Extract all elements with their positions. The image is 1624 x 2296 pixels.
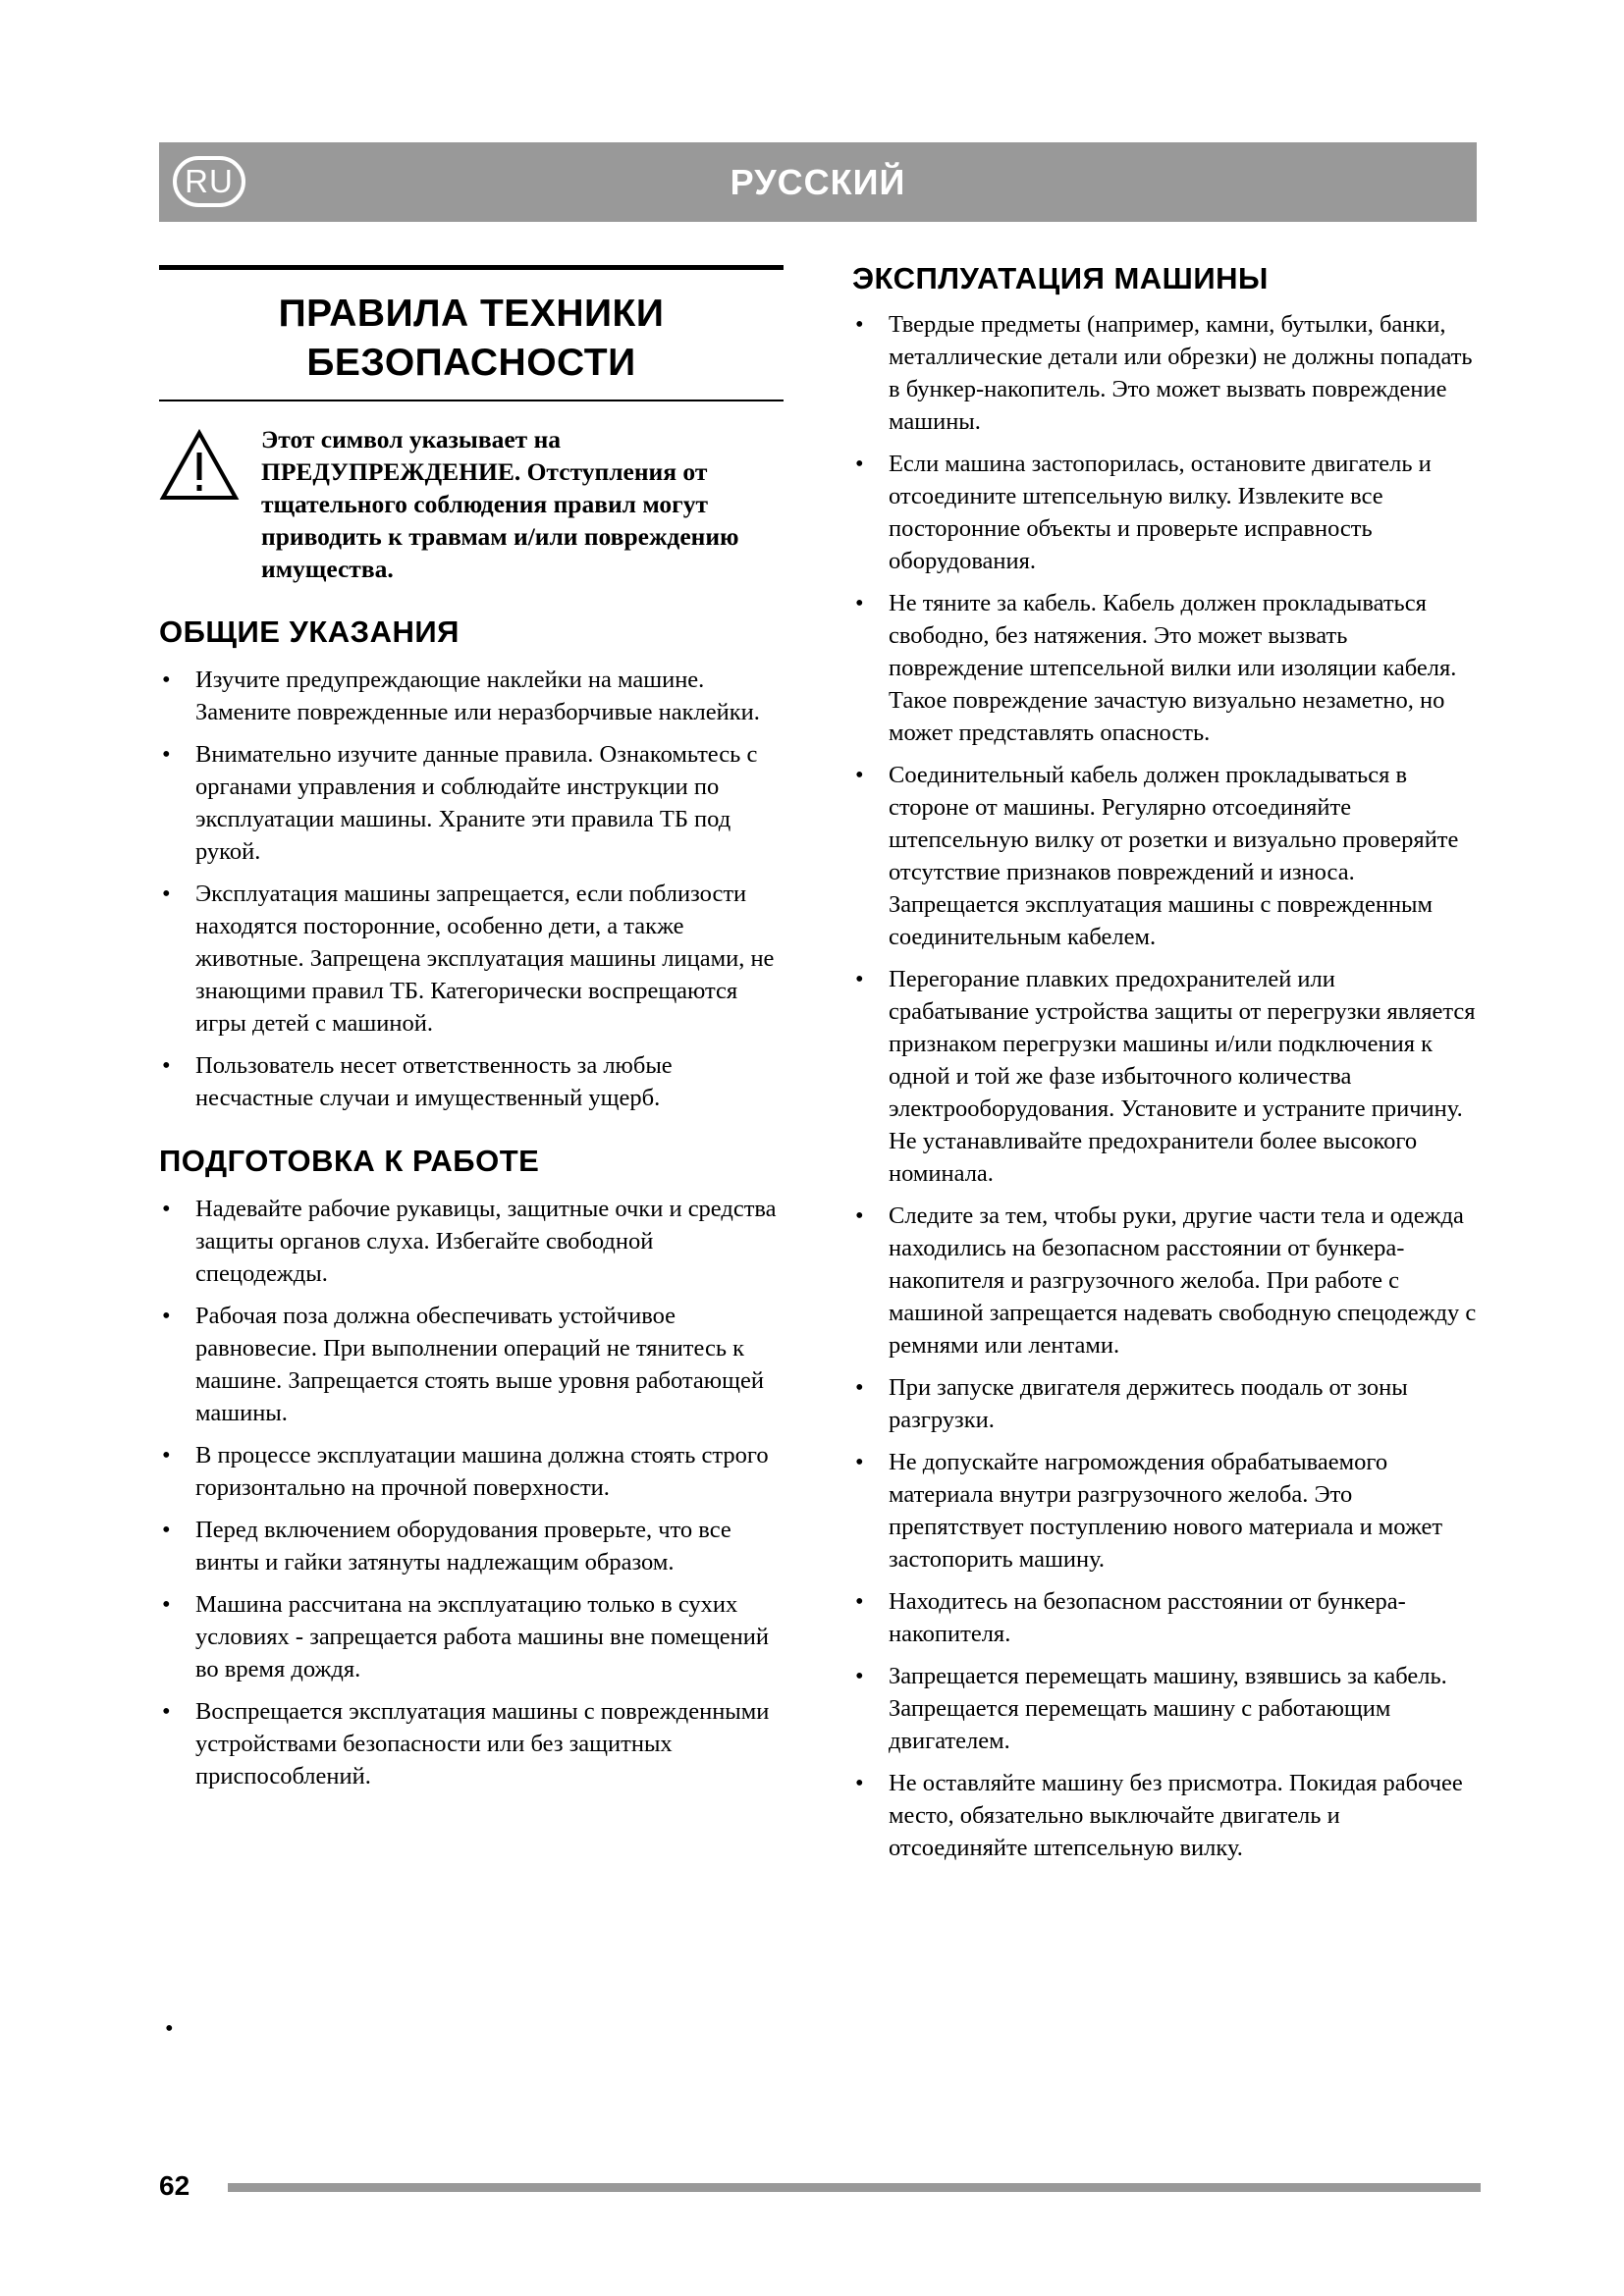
list-item: • Находитесь на безопасном расстоянии от бункера-накопителя. (852, 1585, 1477, 1650)
list-item: • В процессе эксплуатации машина должна стоять строго горизонтально на прочной поверхности. (159, 1439, 784, 1504)
page-number: 62 (159, 2170, 190, 2201)
list-item: • Воспрещается эксплуатация машины с поврежденными устройствами безопасности или без защитных приспособлений. (159, 1695, 784, 1792)
general-heading: ОБЩИЕ УКАЗАНИЯ (159, 614, 460, 649)
list-item: • Эксплуатация машины запрещается, если поблизости находятся посторонние, особенно дети, а также животные. Запрещена эксплуатация машины лицами, не знающими правил ТБ. Категорически воспрещаются игры детей с машиной. (159, 878, 784, 1040)
left-column (159, 265, 784, 1802)
list-item: • Не тяните за кабель. Кабель должен прокладываться свободно, без натяжения. Это может вызвать повреждение штепсельной вилки или изоляции кабеля. Такое повреждение зачастую визуально незаметно, но может представлять опасность. (852, 587, 1477, 749)
warning-notice (159, 423, 784, 585)
general-list (159, 664, 784, 1114)
safety-rules-title-line1: ПРАВИЛА ТЕХНИКИ (278, 293, 665, 335)
list-item: • Машина рассчитана на эксплуатацию только в сухих условиях - запрещается работа машины вне помещений во время дождя. (159, 1588, 784, 1685)
list-item: • Надевайте рабочие рукавицы, защитные очки и средства защиты органов слуха. Избегайте свободной спецодежды. (159, 1193, 784, 1290)
list-item: • Пользователь несет ответственность за любые несчастные случаи и имущественный ущерб. (159, 1049, 784, 1114)
safety-rules-title (159, 270, 784, 400)
trailing-bullet: • (165, 2015, 174, 2042)
right-column (852, 261, 1477, 1874)
safety-rules-title-line2: БЕЗОПАСНОСТИ (306, 342, 636, 384)
list-item: • Перед включением оборудования проверьте, что все винты и гайки затянуты надлежащим образом. (159, 1514, 784, 1578)
language-title: РУССКИЙ (730, 162, 906, 202)
list-item: • Соединительный кабель должен прокладываться в стороне от машины. Регулярно отсоединяйте штепсельную вилку от розетки и визуально проверяйте отсутствие признаков повреждений и износа. Запрещается эксплуатация машины с поврежденным соединительным кабелем. (852, 759, 1477, 953)
list-item: • Не оставляйте машину без присмотра. Покидая рабочее место, обязательно выключайте двигатель и отсоединяйте штепсельную вилку. (852, 1767, 1477, 1864)
language-header-bar (159, 142, 1477, 222)
list-item: • При запуске двигателя держитесь поодаль от зоны разгрузки. (852, 1371, 1477, 1436)
list-item: • Если машина застопорилась, остановите двигатель и отсоедините штепсельную вилку. Извлеките все посторонние объекты и проверьте исправность оборудования. (852, 448, 1477, 577)
list-item: • Внимательно изучите данные правила. Ознакомьтесь с органами управления и соблюдайте инструкции по эксплуатации машины. Храните эти правила ТБ под рукой. (159, 738, 784, 868)
warning-triangle-icon (159, 423, 247, 507)
operation-list (852, 308, 1477, 1864)
list-item: • Твердые предметы (например, камни, бутылки, банки, металлические детали или обрезки) не должны попадать в бункер-накопитель. Это может вызвать повреждение машины. (852, 308, 1477, 438)
footer-rule (228, 2183, 1481, 2192)
preparation-list (159, 1193, 784, 1792)
list-item: • Рабочая поза должна обеспечивать устойчивое равновесие. При выполнении операций не тянитесь к машине. Запрещается стоять выше уровня работающей машины. (159, 1300, 784, 1429)
list-item: • Не допускайте нагромождения обрабатываемого материала внутри разгрузочного желоба. Это препятствует поступлению нового материала и может застопорить машину. (852, 1446, 1477, 1575)
list-item: • Запрещается перемещать машину, взявшись за кабель. Запрещается перемещать машину с работающим двигателем. (852, 1660, 1477, 1757)
list-item: • Изучите предупреждающие наклейки на машине. Замените поврежденные или неразборчивые наклейки. (159, 664, 784, 728)
list-item: • Следите за тем, чтобы руки, другие части тела и одежда находились на безопасном расстоянии от бункера-накопителя и разгрузочного желоба. При работе с машиной запрещается надевать свободную спецодежду с ремнями или лентами. (852, 1200, 1477, 1362)
title-bottom-rule (159, 400, 784, 401)
list-item: • Перегорание плавких предохранителей или срабатывание устройства защиты от перегрузки является признаком перегрузки машины и/или подключения к одной и той же фазе избыточного количества электрооборудования. Установите и устраните причину. Не устанавливайте предохранители более высокого номинала. (852, 963, 1477, 1190)
operation-heading: ЭКСПЛУАТАЦИЯ МАШИНЫ (852, 261, 1269, 295)
language-badge: RU (173, 156, 245, 207)
preparation-heading: ПОДГОТОВКА К РАБОТЕ (159, 1144, 540, 1178)
warning-text: Этот символ указывает на ПРЕДУПРЕЖДЕНИЕ. Отступления от тщательного соблюдения правил могут приводить к травмам и/или повреждению имущества. (261, 425, 739, 583)
